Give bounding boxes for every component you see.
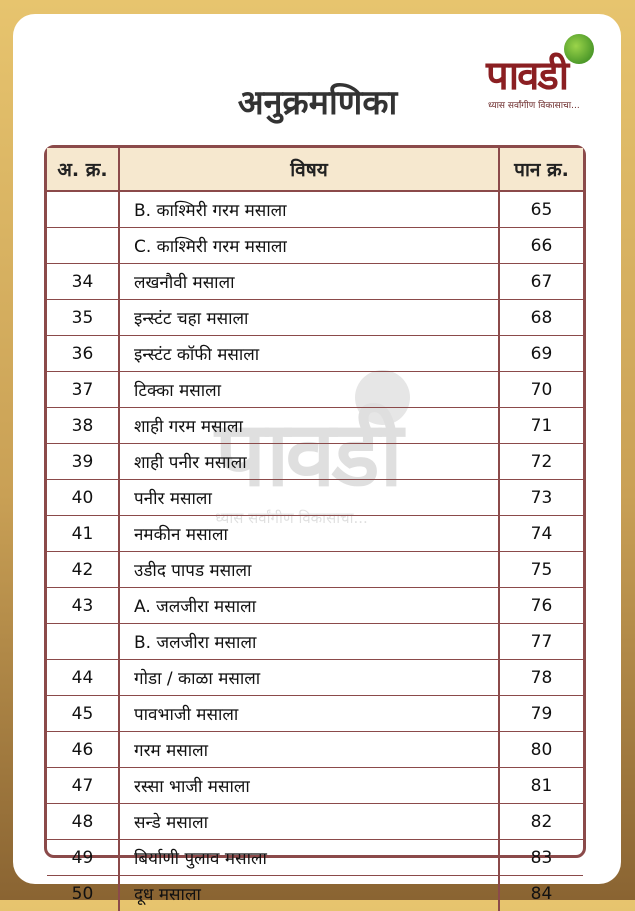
table-row <box>47 552 583 588</box>
page-no-cell: 80 <box>499 732 583 768</box>
serial-no-cell: 43 <box>47 588 119 624</box>
table-row <box>47 588 583 624</box>
serial-no-cell: 46 <box>47 732 119 768</box>
page-no-cell: 72 <box>499 444 583 480</box>
subject-cell: इन्स्टंट कॉफी मसाला <box>119 336 499 372</box>
page-no-cell: 65 <box>499 191 583 228</box>
table-row <box>47 804 583 840</box>
subject-cell: पावभाजी मसाला <box>119 696 499 732</box>
logo-word: पावडी <box>486 46 567 101</box>
serial-no-cell <box>47 624 119 660</box>
serial-no-cell <box>47 228 119 264</box>
table-row <box>47 516 583 552</box>
table-row <box>47 624 583 660</box>
subject-cell: इन्स्टंट चहा मसाला <box>119 300 499 336</box>
serial-no-cell: 50 <box>47 876 119 911</box>
table-row <box>47 732 583 768</box>
brand-logo <box>486 40 606 122</box>
subject-cell: दूध मसाला <box>119 876 499 911</box>
serial-no-cell <box>47 191 119 228</box>
page-title: अनुक्रमणिका <box>0 78 635 124</box>
serial-no-cell: 44 <box>47 660 119 696</box>
serial-no-cell: 36 <box>47 336 119 372</box>
logo-tagline: ध्यास सर्वांगीण विकासाचा... <box>488 98 580 111</box>
tree-icon <box>564 34 594 64</box>
serial-no-cell: 35 <box>47 300 119 336</box>
serial-no-cell: 41 <box>47 516 119 552</box>
page-no-cell: 76 <box>499 588 583 624</box>
page-no-cell: 82 <box>499 804 583 840</box>
table-row <box>47 696 583 732</box>
table-row <box>47 228 583 264</box>
subject-cell: B. काश्मिरी गरम मसाला <box>119 191 499 228</box>
table-row <box>47 768 583 804</box>
table-row <box>47 264 583 300</box>
subject-cell: गरम मसाला <box>119 732 499 768</box>
serial-no-cell: 42 <box>47 552 119 588</box>
page-no-cell: 84 <box>499 876 583 911</box>
page-no-cell: 79 <box>499 696 583 732</box>
page-no-cell: 68 <box>499 300 583 336</box>
table-header-row <box>47 148 583 191</box>
subject-cell: टिक्का मसाला <box>119 372 499 408</box>
index-table <box>44 145 586 858</box>
serial-no-cell: 45 <box>47 696 119 732</box>
page-no-cell: 69 <box>499 336 583 372</box>
table-row <box>47 444 583 480</box>
subject-cell: बिर्याणी पुलाव मसाला <box>119 840 499 876</box>
page-no-cell: 78 <box>499 660 583 696</box>
page-no-cell: 74 <box>499 516 583 552</box>
table-row <box>47 408 583 444</box>
subject-cell: लखनौवी मसाला <box>119 264 499 300</box>
page-no-cell: 75 <box>499 552 583 588</box>
page-no-cell: 67 <box>499 264 583 300</box>
page-no-cell: 83 <box>499 840 583 876</box>
serial-no-cell: 40 <box>47 480 119 516</box>
table-row <box>47 840 583 876</box>
page-no-cell: 81 <box>499 768 583 804</box>
serial-no-cell: 34 <box>47 264 119 300</box>
serial-no-cell: 47 <box>47 768 119 804</box>
table-row <box>47 191 583 228</box>
table-row <box>47 336 583 372</box>
serial-no-cell: 49 <box>47 840 119 876</box>
subject-cell: C. काश्मिरी गरम मसाला <box>119 228 499 264</box>
page-no-cell: 73 <box>499 480 583 516</box>
serial-no-cell: 39 <box>47 444 119 480</box>
table-row <box>47 876 583 911</box>
page-no-cell: 70 <box>499 372 583 408</box>
header-subject: विषय <box>119 148 499 191</box>
header-serial-no: अ. क्र. <box>47 148 119 191</box>
subject-cell: A. जलजीरा मसाला <box>119 588 499 624</box>
page-no-cell: 71 <box>499 408 583 444</box>
subject-cell: सन्डे मसाला <box>119 804 499 840</box>
subject-cell: नमकीन मसाला <box>119 516 499 552</box>
subject-cell: रस्सा भाजी मसाला <box>119 768 499 804</box>
header-page-no: पान क्र. <box>499 148 583 191</box>
table-row <box>47 480 583 516</box>
table-row <box>47 660 583 696</box>
serial-no-cell: 37 <box>47 372 119 408</box>
subject-cell: उडीद पापड मसाला <box>119 552 499 588</box>
subject-cell: शाही गरम मसाला <box>119 408 499 444</box>
serial-no-cell: 38 <box>47 408 119 444</box>
table-row <box>47 372 583 408</box>
subject-cell: गोडा / काळा मसाला <box>119 660 499 696</box>
subject-cell: B. जलजीरा मसाला <box>119 624 499 660</box>
page-no-cell: 77 <box>499 624 583 660</box>
serial-no-cell: 48 <box>47 804 119 840</box>
page-no-cell: 66 <box>499 228 583 264</box>
subject-cell: शाही पनीर मसाला <box>119 444 499 480</box>
table-row <box>47 300 583 336</box>
subject-cell: पनीर मसाला <box>119 480 499 516</box>
